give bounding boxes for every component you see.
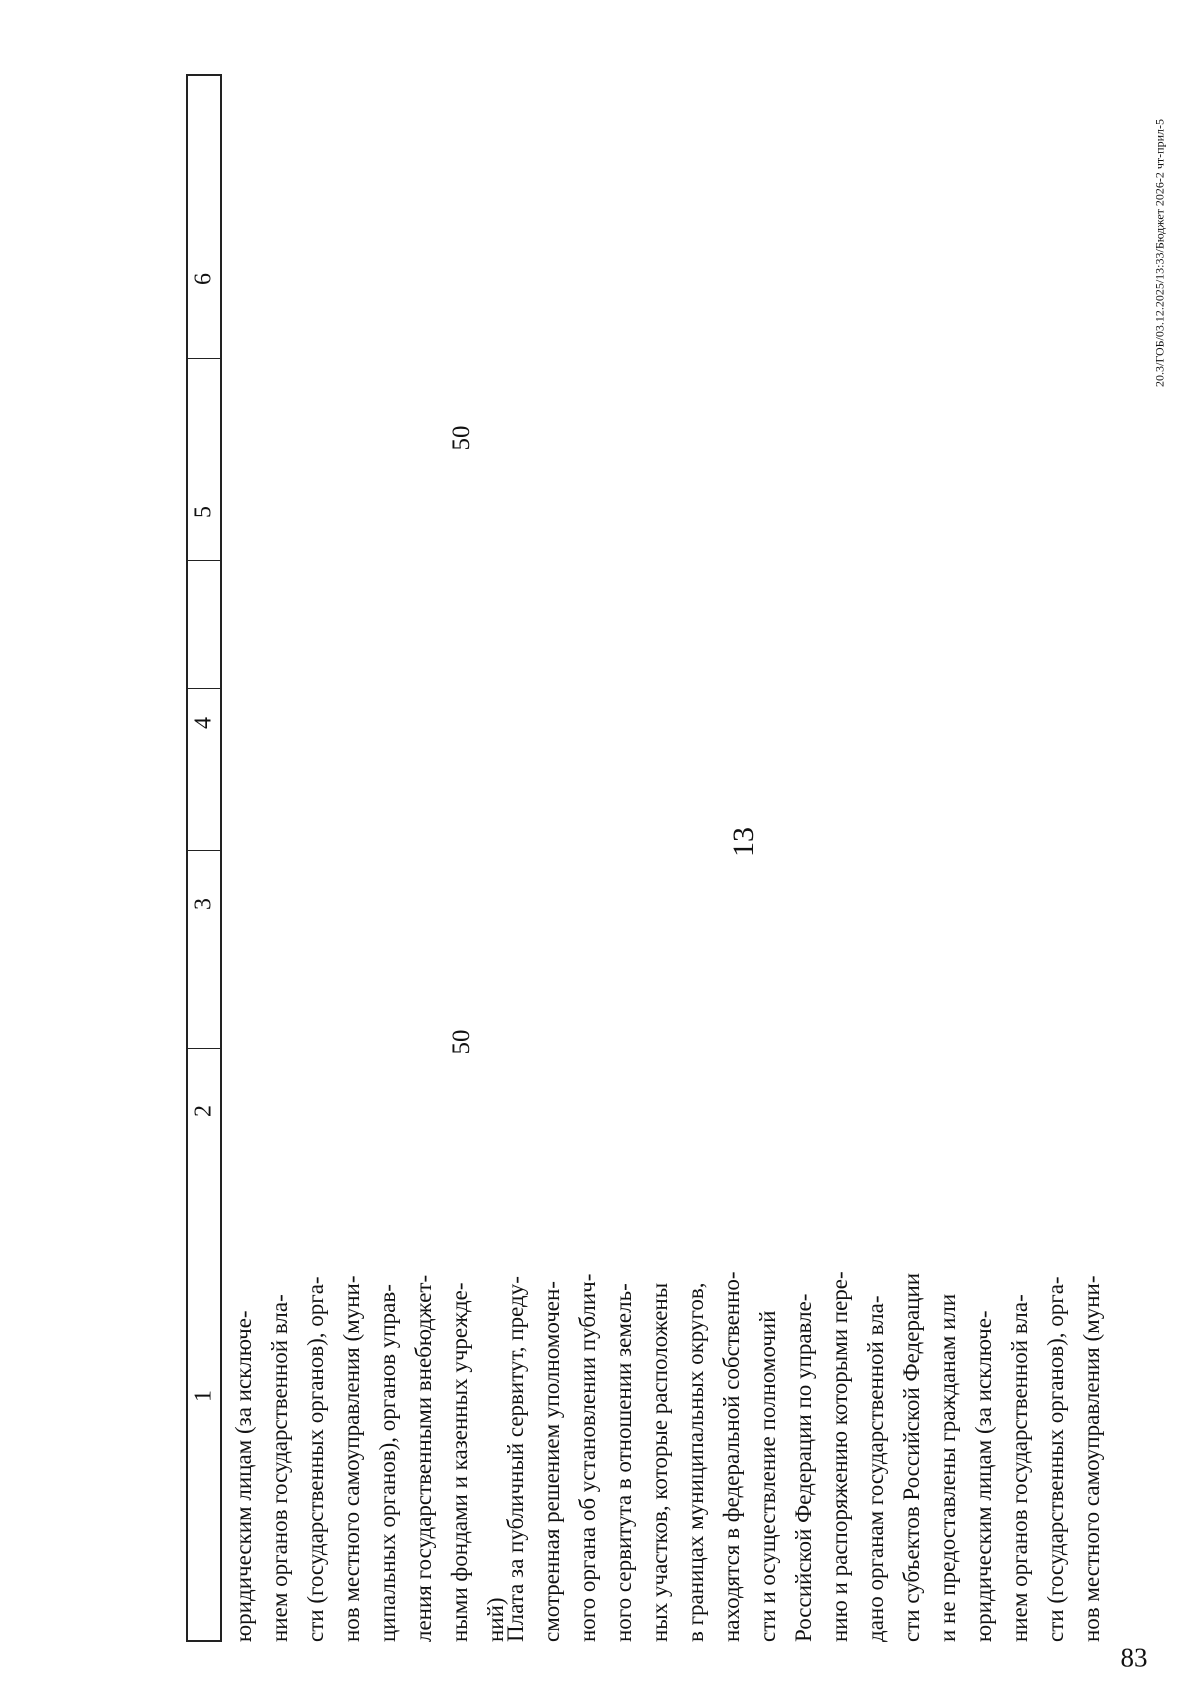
sheet-number: 83 (1120, 1642, 1148, 1673)
text-line: юридическим лицам (за исключе- (971, 1310, 996, 1642)
text-line: сти и осуществление полномочий (755, 1310, 780, 1642)
text-line: сти субъектов Российской Федерации (899, 1272, 924, 1642)
text-line: дано органам государственной вла- (863, 1295, 888, 1642)
text-line: находятся в федеральной собственно- (719, 1271, 744, 1642)
text-line: ципальных органов), органов управ- (375, 1284, 400, 1642)
header-divider (188, 560, 220, 561)
page-number: 13 (727, 827, 760, 857)
table-header-row (186, 74, 222, 1642)
text-line: в границах муниципальных округов, (683, 1282, 708, 1642)
text-line: ного органа об установлении публич- (575, 1273, 600, 1642)
text-line: ний) (483, 1597, 508, 1642)
header-divider (188, 358, 220, 359)
column-number-3: 3 (190, 898, 217, 910)
header-divider (188, 688, 220, 689)
column-number-2: 2 (190, 1105, 217, 1117)
text-line: нов местного самоуправления (муни- (1079, 1275, 1104, 1642)
text-line: ных участков, которые расположены (647, 1282, 672, 1642)
document-code: 20.3/ГОБ/03.12.2025/13:33/Бюджет 2026-2 чт-прил-5 (1152, 118, 1167, 388)
row1-col2-value: 50 (448, 1029, 475, 1055)
header-divider (188, 1048, 220, 1049)
text-line: Российской Федерации по управле- (791, 1293, 816, 1642)
text-line: сти (государственных органов), орга- (303, 1276, 328, 1642)
text-line: сти (государственных органов), орга- (1043, 1276, 1068, 1642)
text-line: нием органов государственной вла- (1007, 1294, 1032, 1642)
text-line: нию и распоряжению которыми пере- (827, 1271, 852, 1642)
column-number-6: 6 (190, 273, 217, 285)
text-line: Плата за публичный сервитут, преду- (503, 1276, 528, 1642)
text-line: нов местного самоуправления (муни- (339, 1275, 364, 1642)
text-line: ного сервитута в отношении земель- (611, 1283, 636, 1642)
text-line: ными фондами и казенных учрежде- (447, 1282, 472, 1642)
text-line: смотренная решением уполномочен- (539, 1281, 564, 1642)
column-number-1: 1 (190, 1390, 217, 1402)
column-number-4: 4 (190, 717, 217, 729)
text-line: нием органов государственной вла- (267, 1294, 292, 1642)
text-line: и не предоставлены гражданам или (935, 1293, 960, 1642)
row1-col5-value: 50 (448, 425, 475, 451)
column-number-5: 5 (190, 506, 217, 518)
header-divider (188, 850, 220, 851)
text-line: ления государственными внебюджет- (411, 1274, 436, 1642)
text-line: юридическим лицам (за исключе- (231, 1310, 256, 1642)
